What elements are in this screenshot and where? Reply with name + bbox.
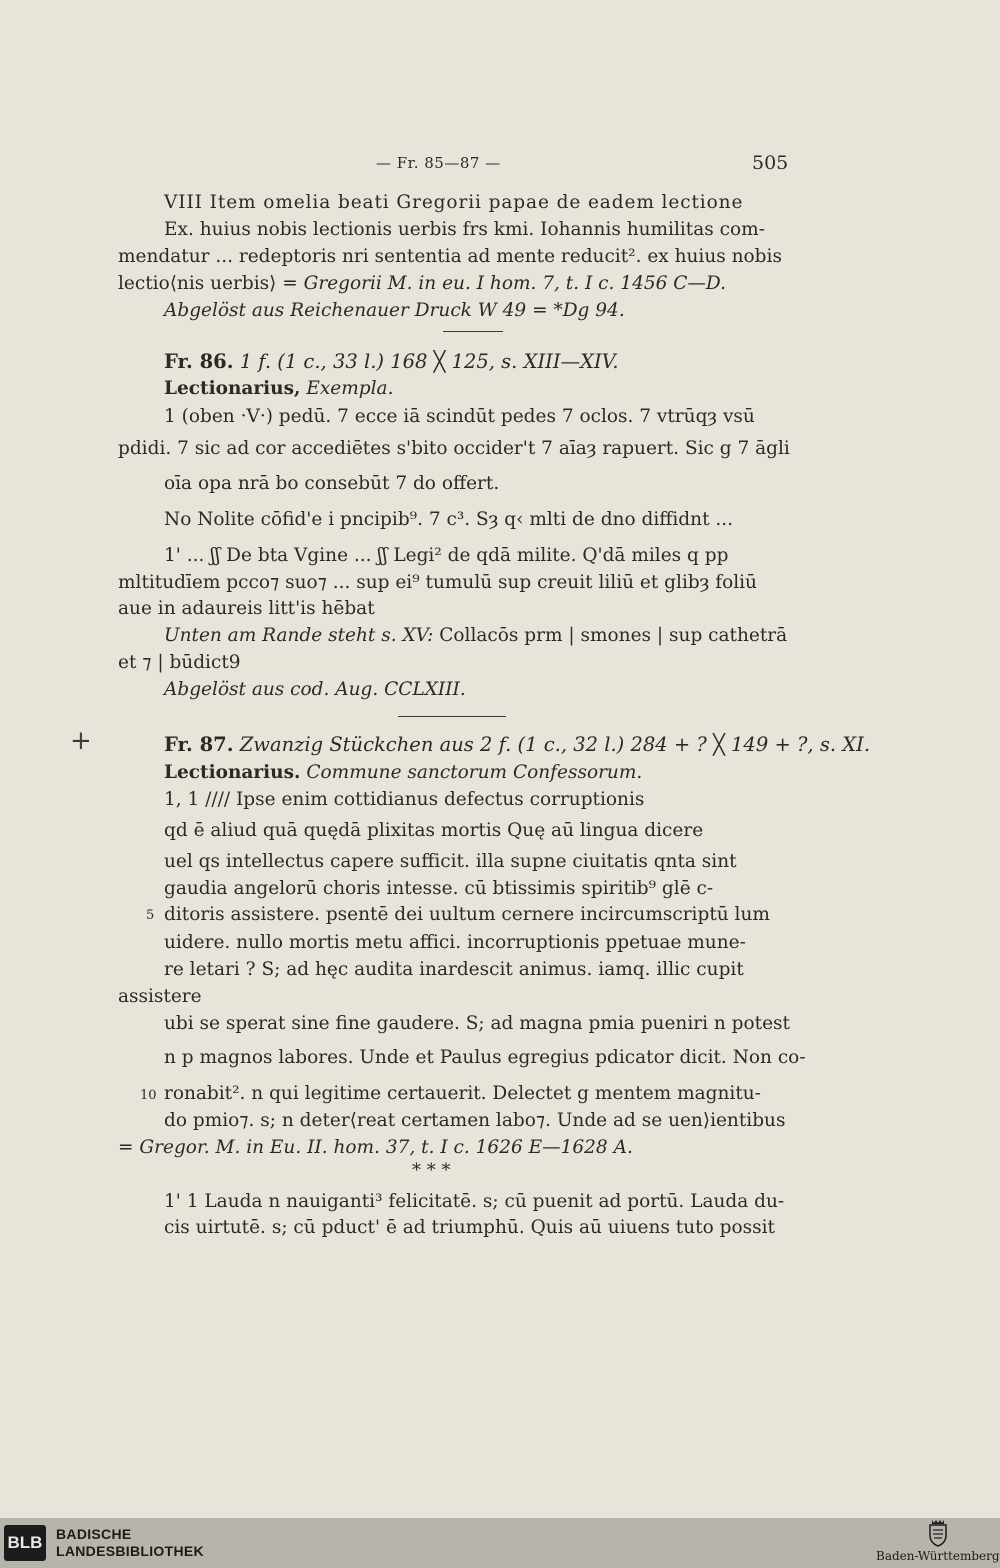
text-line	[164, 624, 787, 648]
text-line: pdidi. 7 sic ad cor accediētes s'bito occider't 7 aīaȝ rapuert. Sic g 7 āgli	[118, 438, 790, 459]
text-span: Lectionarius.	[164, 762, 301, 783]
text-line: 1 (oben ·V·) pedū. 7 ecce iā scindūt pedes 7 oclos. 7 vtrūqȝ vsū	[164, 406, 755, 427]
text-line: do pmio⁊. s; n deter⟨reat certamen labo⁊. Unde ad se uen⟩ientibus	[164, 1110, 786, 1131]
asterism: * * *	[412, 1160, 451, 1181]
text-line: uel qs intellectus capere sufficit. illa supne ciuitatis qnta sint	[164, 851, 737, 872]
text-span: Commune sanctorum Confessorum.	[300, 762, 643, 783]
section-divider	[398, 716, 506, 717]
text-line: ubi se sperat sine fine gaudere. S; ad magna pmia pueniri n potest	[164, 1013, 790, 1034]
text-line: et ⁊ | būdict9	[118, 652, 241, 673]
text-line: ditoris assistere. psentē dei uultum cernere incircumscriptū lum	[164, 904, 770, 925]
text-line: gaudia angelorū choris intesse. cū btissimis spiritib⁹ glē c-	[164, 878, 714, 899]
text-line	[118, 1136, 633, 1160]
fragment-description: Zwanzig Stückchen aus 2 f. (1 c., 32 l.) 284 + ? ╳ 149 + ?, s. XI.	[233, 733, 871, 756]
text-line: n p magnos labores. Unde et Paulus egregius pdicator dicit. Non co-	[164, 1047, 806, 1068]
provenance-note: Abgelöst aus Reichenauer Druck W 49 = *Dg 94.	[164, 300, 625, 321]
library-name	[56, 1526, 204, 1560]
text-line: 1' ... ʃʃ De bta Vgine ... ʃʃ Legi² de qdā milite. Q'dā miles q pp	[164, 545, 729, 566]
blb-logo[interactable]: BLB	[4, 1525, 46, 1561]
text-line: ronabit². n qui legitime certauerit. Delectet g mentem magnitu-	[164, 1083, 761, 1104]
citation: Gregor. M. in Eu. II. hom. 37, t. I c. 1626 E—1628 A.	[139, 1137, 633, 1158]
text-line: oīa opa nrā bo consebūt 7 do offert.	[164, 473, 500, 494]
line-number: 10	[140, 1088, 157, 1103]
text-span: lectio⟨nis uerbis⟩ =	[118, 273, 304, 294]
fragment-number: Fr. 87.	[164, 733, 234, 756]
text-line: qd ē aliud quā quędā plixitas mortis Quę aū lingua dicere	[164, 820, 704, 841]
coat-of-arms-icon	[927, 1519, 949, 1547]
text-line: aue in adaureis litt'is hēbat	[118, 598, 375, 619]
section-divider	[443, 331, 503, 332]
text-line: 1, 1 //// Ipse enim cottidianus defectus corruptionis	[164, 789, 645, 810]
text-line: mendatur ... redeptoris nri sententia ad mente reducit². ex huius nobis	[118, 246, 782, 267]
page-number: 505	[752, 152, 789, 174]
margin-plus-mark: +	[70, 726, 92, 756]
text-line: Ex. huius nobis lectionis uerbis frs kmi. Iohannis humilitas com-	[164, 219, 765, 240]
text-span: Collacōs prm | smones | sup cathetrā	[433, 625, 788, 646]
text-span: Lectionarius,	[164, 378, 301, 399]
text-line	[118, 272, 726, 296]
text-line: uidere. nullo mortis metu affici. incorruptionis ppetuae mune-	[164, 932, 746, 953]
text-line: No Nolite cōfid'e i pncipib⁹. 7 c³. Sȝ q‹ mlti de dno diffidnt ...	[164, 509, 734, 530]
text-line: re letari ? S; ad hęc audita inardescit animus. iamq. illic cupit	[164, 959, 744, 980]
text-line: cis uirtutē. s; cū pduct' ē ad triumphū. Quis aū uiuens tuto possit	[164, 1217, 775, 1238]
fragment-number: Fr. 86.	[164, 350, 234, 373]
page-header	[0, 152, 1000, 178]
text-line: mltitudīem pcco⁊ suo⁊ ... sup ei⁹ tumulū sup creuit liliū et glibȝ foliū	[118, 572, 757, 593]
text-line	[164, 377, 393, 401]
fragment-heading	[164, 350, 619, 374]
text-line: assistere	[118, 986, 202, 1007]
text-span: =	[118, 1137, 140, 1158]
line-number: 5	[146, 908, 155, 923]
text-line: VIII Item omelia beati Gregorii papae de eadem lectione	[164, 192, 744, 213]
footer-bar	[0, 1518, 1000, 1568]
fragment-description: 1 f. (1 c., 33 l.) 168 ╳ 125, s. XIII—XIV.	[233, 350, 619, 373]
citation: Gregorii M. in eu. I hom. 7, t. I c. 1456 C—D.	[303, 273, 726, 294]
text-line	[164, 761, 642, 785]
text-span: Unten am Rande steht s. XV:	[164, 625, 434, 646]
library-name-line: LANDESBIBLIOTHEK	[56, 1543, 204, 1559]
text-line: 1' 1 Lauda n nauiganti³ felicitatē. s; cū puenit ad portū. Lauda du-	[164, 1191, 785, 1212]
fragment-heading	[164, 733, 870, 757]
text-span: Exempla.	[300, 378, 394, 399]
running-head: — Fr. 85—87 —	[376, 154, 501, 172]
library-name-line: BADISCHE	[56, 1526, 132, 1542]
provenance-note: Abgelöst aus cod. Aug. CCLXIII.	[164, 679, 466, 700]
state-name: Baden-Württemberg	[876, 1549, 1000, 1563]
